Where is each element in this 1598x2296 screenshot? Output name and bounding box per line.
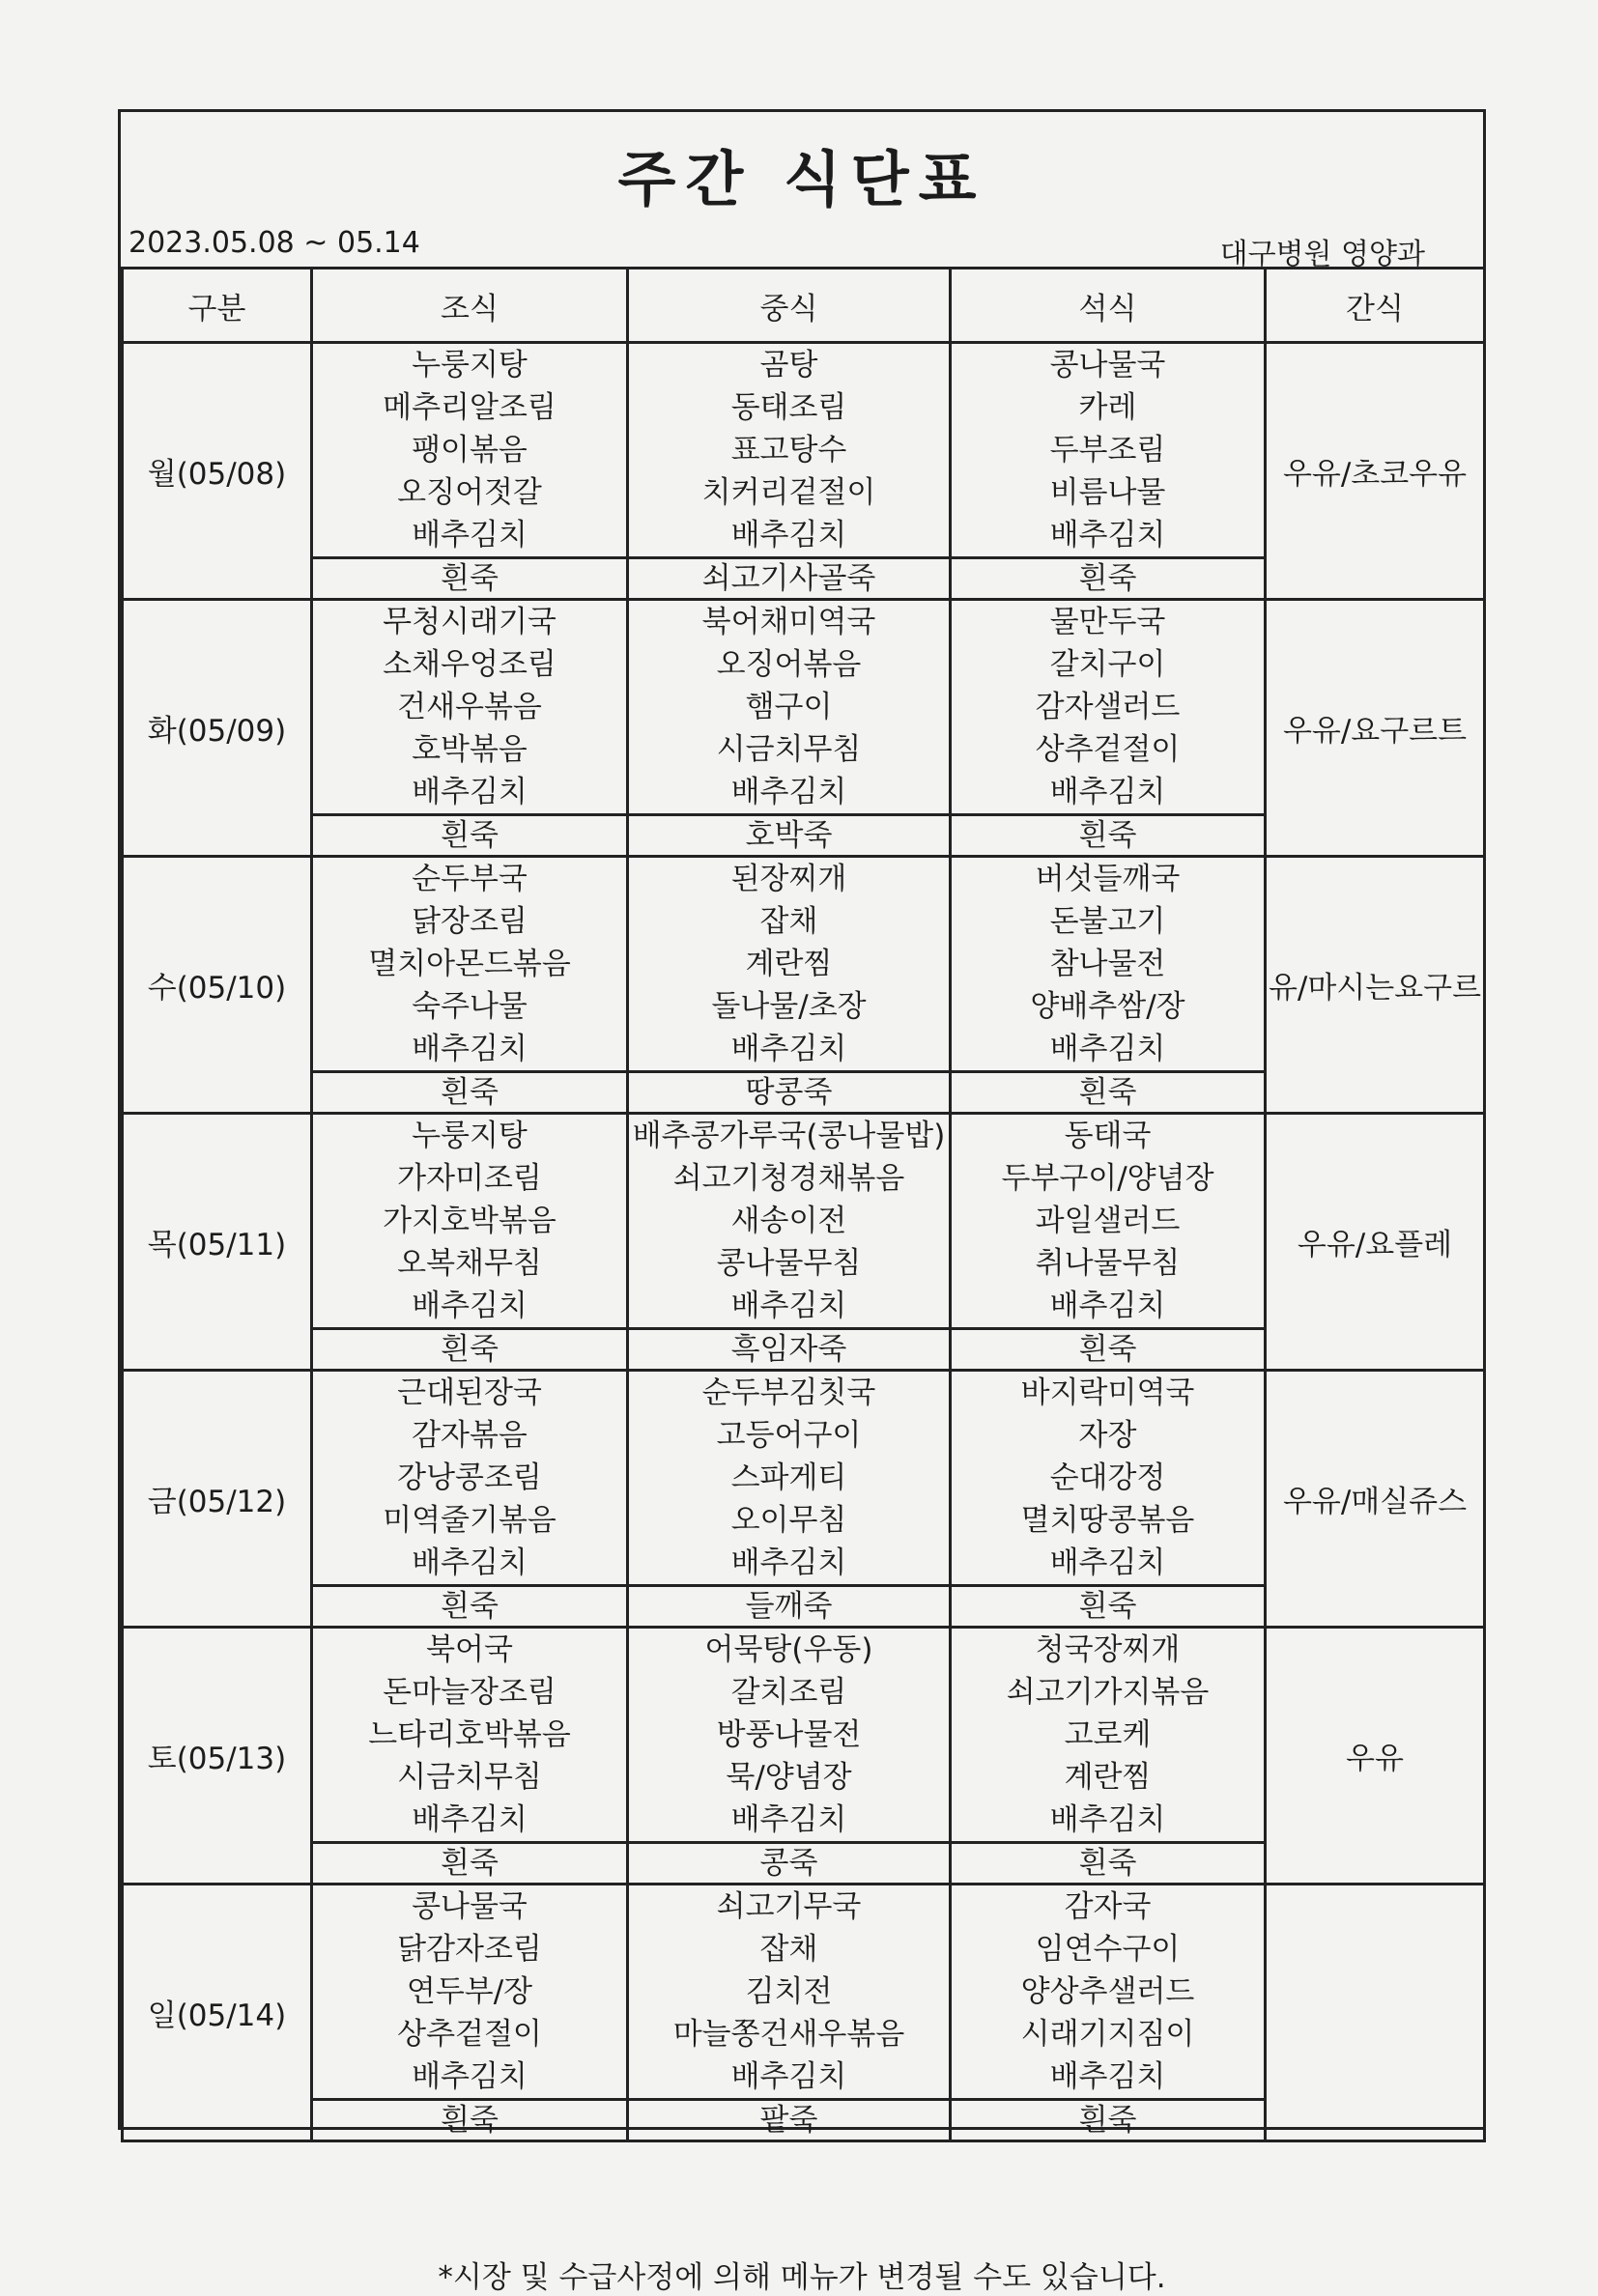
dinner-items (951, 857, 1266, 1072)
lunch-item: 고등어구이 (716, 1418, 862, 1453)
dinner-item: 돈불고기 (1049, 904, 1166, 939)
footnote: *시장 및 수급사정에 의해 메뉴가 변경될 수도 있습니다. (438, 2260, 1166, 2295)
day-label: 일(05/14) (123, 1885, 312, 2141)
lunch-items (628, 600, 951, 815)
dinner-item: 청국장찌개 (1035, 1632, 1181, 1667)
breakfast-item: 배추김치 (412, 518, 528, 553)
dinner-porridge: 흰죽 (951, 1329, 1266, 1371)
breakfast-item: 오징어젓갈 (397, 475, 542, 510)
breakfast-porridge: 흰죽 (312, 1843, 628, 1885)
lunch-item: 어묵탕(우동) (704, 1632, 873, 1667)
dinner-item: 상추겉절이 (1035, 732, 1181, 767)
lunch-item: 콩나물무침 (716, 1246, 862, 1281)
breakfast-item: 무청시래기국 (383, 605, 556, 639)
breakfast-item: 가자미조림 (397, 1161, 542, 1196)
breakfast-items (312, 857, 628, 1072)
dinner-item: 카레 (1078, 390, 1137, 425)
lunch-item: 김치전 (745, 1974, 833, 2009)
breakfast-item: 시금치무침 (397, 1760, 542, 1795)
menu-sheet (118, 109, 1486, 2295)
lunch-items (628, 857, 951, 1072)
dinner-item: 배추김치 (1049, 775, 1166, 809)
breakfast-porridge: 흰죽 (312, 1329, 628, 1371)
snack-cell (1266, 1885, 1485, 2141)
dinner-item: 참나물전 (1049, 947, 1166, 981)
lunch-item: 방풍나물전 (716, 1717, 862, 1752)
snack-cell: 우유/요플레 (1266, 1114, 1485, 1371)
dinner-item: 시래기지짐이 (1020, 2017, 1195, 2052)
day-row (123, 1628, 1485, 1843)
breakfast-item: 배추김치 (412, 1545, 528, 1580)
lunch-item: 마늘쫑건새우볶음 (672, 2017, 905, 2052)
lunch-porridge: 흑임자죽 (628, 1329, 951, 1371)
dinner-item: 양상추샐러드 (1020, 1974, 1195, 2009)
breakfast-item: 강낭콩조림 (397, 1460, 542, 1495)
breakfast-items (312, 343, 628, 558)
snack-cell: 우유 (1266, 1628, 1485, 1885)
breakfast-item: 호박볶음 (412, 732, 528, 767)
lunch-item: 오징어볶음 (716, 647, 862, 682)
breakfast-item: 근대된장국 (397, 1375, 542, 1410)
day-label: 목(05/11) (123, 1114, 312, 1371)
lunch-item: 배추콩가루국(콩나물밥) (632, 1119, 946, 1153)
dinner-item: 자장 (1078, 1418, 1137, 1453)
breakfast-items (312, 1114, 628, 1329)
breakfast-item: 배추김치 (412, 775, 528, 809)
lunch-porridge: 땅콩죽 (628, 1072, 951, 1114)
breakfast-porridge: 흰죽 (312, 815, 628, 857)
lunch-item: 순두부김칫국 (701, 1375, 876, 1410)
dinner-item: 물만두국 (1049, 605, 1166, 639)
day-label: 토(05/13) (123, 1628, 312, 1885)
lunch-item: 배추김치 (730, 518, 847, 553)
breakfast-item: 오복채무침 (397, 1246, 542, 1281)
breakfast-item: 북어국 (426, 1632, 513, 1667)
dinner-item: 고로케 (1064, 1717, 1152, 1752)
header-category: 구분 (123, 269, 312, 343)
dinner-item: 배추김치 (1049, 2059, 1166, 2094)
breakfast-item: 배추김치 (412, 1032, 528, 1066)
dinner-item: 멸치땅콩볶음 (1020, 1503, 1195, 1538)
dinner-porridge: 흰죽 (951, 815, 1266, 857)
breakfast-item: 감자볶음 (412, 1418, 528, 1453)
day-row (123, 343, 1485, 558)
breakfast-items (312, 1628, 628, 1843)
day-label: 월(05/08) (123, 343, 312, 600)
breakfast-item: 가지호박볶음 (383, 1204, 556, 1238)
lunch-item: 표고탕수 (730, 433, 847, 468)
breakfast-item: 건새우볶음 (397, 690, 542, 724)
dinner-porridge: 흰죽 (951, 1586, 1266, 1628)
breakfast-item: 배추김치 (412, 1802, 528, 1837)
day-label: 수(05/10) (123, 857, 312, 1114)
lunch-item: 시금치무침 (716, 732, 862, 767)
dinner-item: 순대강정 (1049, 1460, 1166, 1495)
lunch-porridge: 호박죽 (628, 815, 951, 857)
breakfast-item: 배추김치 (412, 1289, 528, 1323)
page-title: 주간 식단표 (617, 144, 986, 214)
dinner-item: 콩나물국 (1049, 348, 1166, 383)
breakfast-item: 멸치아몬드볶음 (368, 947, 571, 981)
dinner-items (951, 1371, 1266, 1586)
dinner-item: 비름나물 (1049, 475, 1166, 510)
dinner-items (951, 343, 1266, 558)
lunch-items (628, 343, 951, 558)
dinner-items (951, 1885, 1266, 2100)
lunch-item: 오이무침 (730, 1503, 847, 1538)
lunch-item: 새송이전 (730, 1204, 847, 1238)
lunch-porridge: 들깨죽 (628, 1586, 951, 1628)
snack-cell: 유/마시는요구르 (1266, 857, 1485, 1114)
dinner-item: 두부구이/양념장 (1001, 1161, 1214, 1196)
dinner-item: 버섯들깨국 (1035, 862, 1181, 896)
lunch-item: 북어채미역국 (701, 605, 876, 639)
lunch-item: 배추김치 (730, 2059, 847, 2094)
dinner-porridge: 흰죽 (951, 558, 1266, 600)
lunch-item: 쇠고기청경채볶음 (672, 1161, 905, 1196)
breakfast-porridge: 흰죽 (312, 1586, 628, 1628)
breakfast-item: 연두부/장 (406, 1974, 533, 2009)
breakfast-items (312, 600, 628, 815)
lunch-item: 계란찜 (745, 947, 833, 981)
dinner-item: 배추김치 (1049, 1032, 1166, 1066)
snack-cell: 우유/매실쥬스 (1266, 1371, 1485, 1628)
dinner-item: 배추김치 (1049, 518, 1166, 553)
lunch-items (628, 1885, 951, 2100)
dinner-item: 임연수구이 (1035, 1932, 1181, 1967)
lunch-item: 배추김치 (730, 1032, 847, 1066)
dinner-item: 갈치구이 (1049, 647, 1166, 682)
lunch-item: 스파게티 (730, 1460, 847, 1495)
lunch-item: 잡채 (759, 904, 818, 939)
breakfast-porridge: 흰죽 (312, 2100, 628, 2141)
dinner-porridge: 흰죽 (951, 1843, 1266, 1885)
lunch-item: 된장찌개 (730, 862, 847, 896)
breakfast-items (312, 1885, 628, 2100)
breakfast-porridge: 흰죽 (312, 558, 628, 600)
breakfast-porridge: 흰죽 (312, 1072, 628, 1114)
dinner-item: 과일샐러드 (1035, 1204, 1181, 1238)
dinner-porridge: 흰죽 (951, 1072, 1266, 1114)
dinner-item: 바지락미역국 (1020, 1375, 1195, 1410)
lunch-items (628, 1114, 951, 1329)
breakfast-item: 돈마늘장조림 (383, 1675, 556, 1710)
breakfast-item: 누룽지탕 (412, 348, 528, 383)
menu-body (123, 343, 1485, 2141)
day-label: 금(05/12) (123, 1371, 312, 1628)
day-row (123, 1371, 1485, 1586)
lunch-items (628, 1628, 951, 1843)
breakfast-item: 느타리호박볶음 (368, 1717, 571, 1752)
lunch-item: 치커리겉절이 (701, 475, 876, 510)
dinner-item: 계란찜 (1064, 1760, 1152, 1795)
breakfast-item: 배추김치 (412, 2059, 528, 2094)
lunch-item: 돌나물/초장 (711, 989, 867, 1024)
dinner-item: 배추김치 (1049, 1545, 1166, 1580)
header-breakfast: 조식 (312, 269, 628, 343)
dinner-item: 양배추쌈/장 (1030, 989, 1185, 1024)
dinner-item: 감자샐러드 (1035, 690, 1181, 724)
breakfast-item: 순두부국 (412, 862, 528, 896)
dinner-porridge: 흰죽 (951, 2100, 1266, 2141)
breakfast-items (312, 1371, 628, 1586)
header-snack: 간식 (1266, 269, 1485, 343)
lunch-item: 동태조림 (730, 390, 847, 425)
lunch-porridge: 콩죽 (628, 1843, 951, 1885)
header-lunch: 중식 (628, 269, 951, 343)
dinner-items (951, 1114, 1266, 1329)
header-row (123, 269, 1485, 343)
day-row (123, 600, 1485, 815)
breakfast-item: 콩나물국 (412, 1889, 528, 1924)
breakfast-item: 닭감자조림 (397, 1932, 542, 1967)
dinner-item: 취나물무침 (1035, 1246, 1181, 1281)
snack-cell: 우유/초코우유 (1266, 343, 1485, 600)
dinner-item: 쇠고기가지볶음 (1006, 1675, 1210, 1710)
day-row (123, 857, 1485, 1072)
snack-cell: 우유/요구르트 (1266, 600, 1485, 857)
dinner-items (951, 1628, 1266, 1843)
header-dinner: 석식 (951, 269, 1266, 343)
breakfast-item: 숙주나물 (412, 989, 528, 1024)
lunch-items (628, 1371, 951, 1586)
dinner-item: 배추김치 (1049, 1802, 1166, 1837)
lunch-item: 잡채 (759, 1932, 818, 1967)
breakfast-item: 누룽지탕 (412, 1119, 528, 1153)
lunch-item: 배추김치 (730, 1802, 847, 1837)
lunch-item: 묵/양념장 (726, 1760, 852, 1795)
lunch-item: 곰탕 (759, 348, 818, 383)
dinner-items (951, 600, 1266, 815)
dinner-item: 배추김치 (1049, 1289, 1166, 1323)
breakfast-item: 팽이볶음 (412, 433, 528, 468)
date-range: 2023.05.08 ~ 05.14 (128, 226, 420, 260)
lunch-item: 배추김치 (730, 1289, 847, 1323)
weekly-menu-table (121, 267, 1486, 2142)
lunch-item: 배추김치 (730, 775, 847, 809)
lunch-porridge: 팥죽 (628, 2100, 951, 2141)
breakfast-item: 닭장조림 (412, 904, 528, 939)
lunch-item: 갈치조림 (730, 1675, 847, 1710)
breakfast-item: 상추겉절이 (397, 2017, 542, 2052)
dinner-item: 동태국 (1064, 1119, 1152, 1153)
day-label: 화(05/09) (123, 600, 312, 857)
dinner-item: 감자국 (1064, 1889, 1152, 1924)
lunch-item: 배추김치 (730, 1545, 847, 1580)
day-row (123, 1885, 1485, 2100)
lunch-porridge: 쇠고기사골죽 (628, 558, 951, 600)
lunch-item: 햄구이 (745, 690, 833, 724)
breakfast-item: 미역줄기볶음 (383, 1503, 556, 1538)
breakfast-item: 소채우엉조림 (383, 647, 556, 682)
lunch-item: 쇠고기무국 (716, 1889, 862, 1924)
day-row (123, 1114, 1485, 1329)
breakfast-item: 메추리알조림 (383, 390, 556, 425)
dinner-item: 두부조림 (1049, 433, 1166, 468)
department-label: 대구병원 영양과 (1219, 238, 1425, 271)
